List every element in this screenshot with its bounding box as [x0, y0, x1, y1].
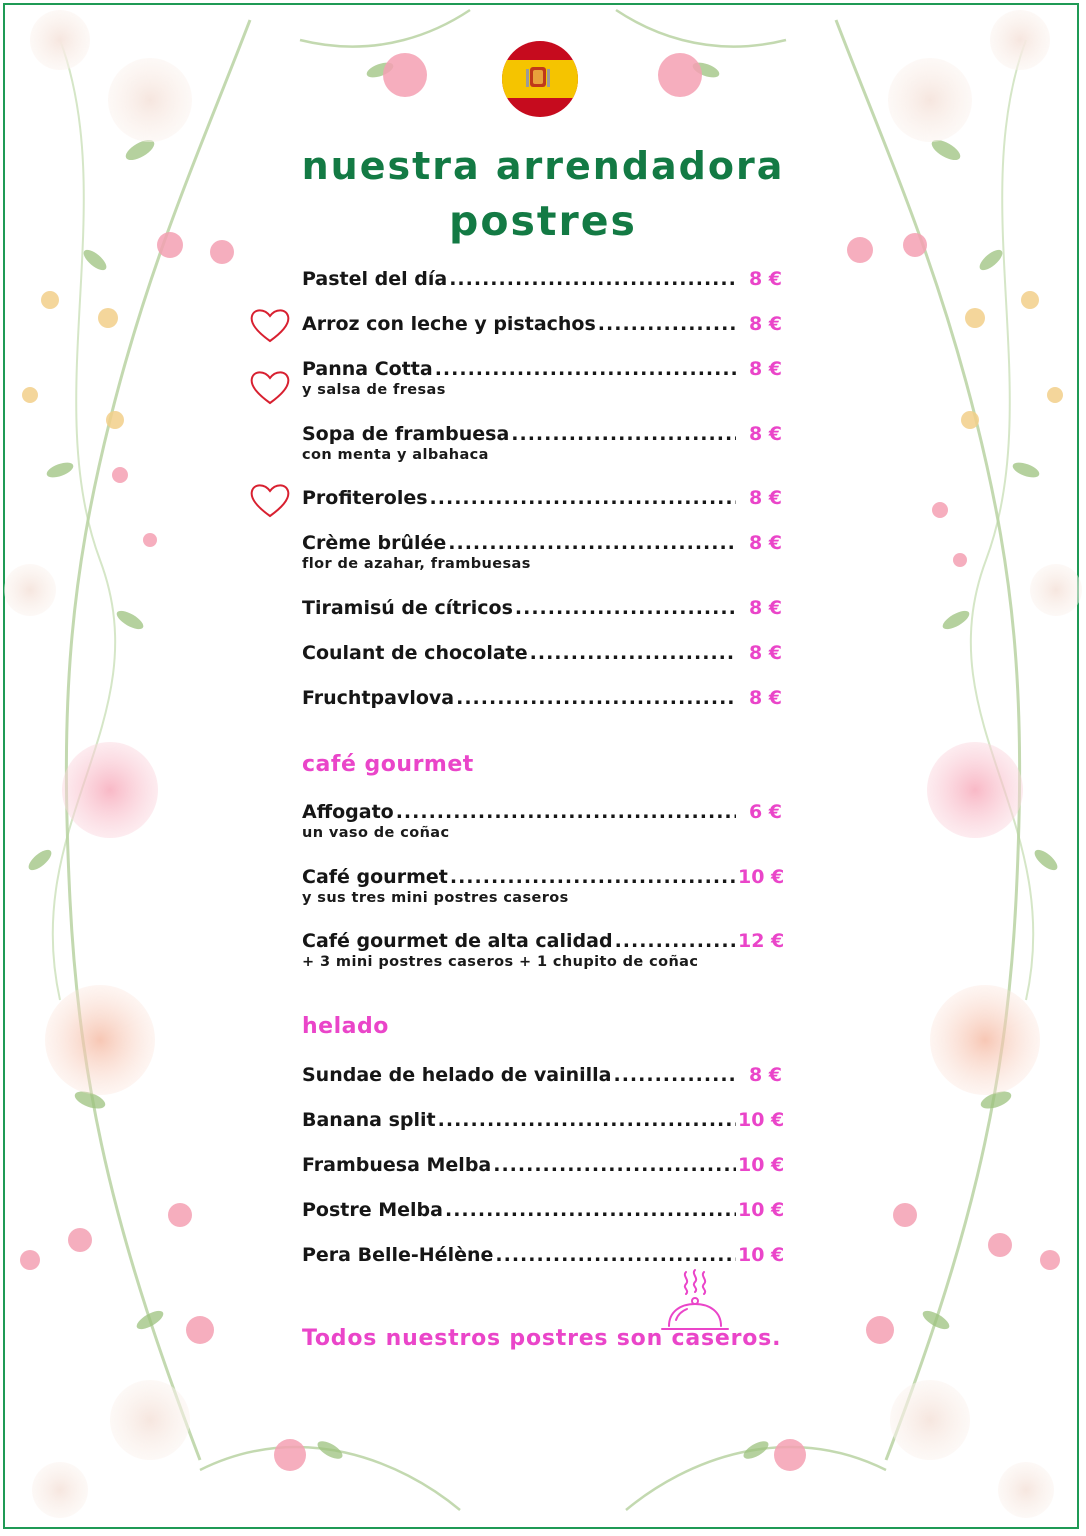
- item-price: 8 €: [748, 268, 782, 290]
- item-name: Fruchtpavlova: [302, 687, 455, 709]
- menu-item-affogato: [302, 801, 782, 841]
- menu-item-sopa-de-frambuesa: [302, 423, 782, 463]
- item-name: Café gourmet: [302, 866, 448, 888]
- item-name: Café gourmet de alta calidad: [302, 930, 613, 952]
- dot-leader: [449, 268, 736, 290]
- dot-leader: [493, 1154, 736, 1176]
- section-heading-cafe: café gourmet: [302, 752, 474, 777]
- dot-leader: [435, 358, 736, 380]
- item-name: Banana split: [302, 1109, 436, 1131]
- item-price: 8 €: [748, 358, 782, 380]
- item-price: 8 €: [748, 423, 782, 445]
- dot-leader: [515, 597, 736, 619]
- item-name: Postre Melba: [302, 1199, 443, 1221]
- item-note: con menta y albahaca: [302, 447, 489, 463]
- item-name: Tiramisú de cítricos: [302, 597, 513, 619]
- menu-item-profiteroles: [302, 487, 782, 511]
- page-title: nuestra arrendadora: [301, 144, 785, 188]
- dot-leader: [438, 1109, 736, 1131]
- menu-item-panna-cotta: [302, 358, 782, 398]
- dot-leader: [430, 487, 736, 509]
- item-name: Pera Belle-Hélène: [302, 1244, 494, 1266]
- spain-flag-icon: [502, 41, 578, 117]
- item-name: Arroz con leche y pistachos: [302, 313, 596, 335]
- menu-item-arroz-con-leche: [302, 313, 782, 337]
- item-price: 10 €: [738, 1154, 785, 1176]
- dot-leader: [450, 866, 736, 888]
- dot-leader: [511, 423, 736, 445]
- dot-leader: [456, 687, 736, 709]
- item-name: Sundae de helado de vainilla: [302, 1064, 612, 1086]
- dot-leader: [445, 1199, 736, 1221]
- item-name: Frambuesa Melba: [302, 1154, 492, 1176]
- menu-item-cafe-gourmet: [302, 866, 785, 906]
- item-price: 8 €: [748, 532, 782, 554]
- item-note: + 3 mini postres caseros + 1 chupito de coñac: [302, 954, 699, 970]
- menu-item-pera-belle-helene: [302, 1244, 785, 1268]
- item-note: un vaso de coñac: [302, 825, 450, 841]
- item-note: y sus tres mini postres caseros: [302, 890, 569, 906]
- menu-item-postre-melba: [302, 1199, 785, 1223]
- item-price: 8 €: [748, 642, 782, 664]
- item-price: 8 €: [748, 687, 782, 709]
- item-price: 8 €: [748, 1064, 782, 1086]
- heart-outline-icon: [248, 367, 292, 407]
- menu-item-banana-split: [302, 1109, 785, 1133]
- menu-item-sundae: [302, 1064, 782, 1088]
- menu-item-frambuesa-melba: [302, 1154, 785, 1178]
- menu-item-fruchtpavlova: [302, 687, 782, 711]
- item-price: 6 €: [748, 801, 782, 823]
- item-price: 8 €: [748, 487, 782, 509]
- dot-leader: [530, 642, 736, 664]
- heart-outline-icon: [248, 480, 292, 520]
- menu-item-cafe-gourmet-alta-calidad: [302, 930, 785, 970]
- footer-note: Todos nuestros postres son caseros.: [302, 1326, 782, 1351]
- item-name: Pastel del día: [302, 268, 448, 290]
- item-name: Coulant de chocolate: [302, 642, 528, 664]
- section-heading-helado: helado: [302, 1014, 389, 1039]
- dot-leader: [613, 1064, 736, 1086]
- item-name: Sopa de frambuesa: [302, 423, 510, 445]
- dot-leader: [396, 801, 736, 823]
- menu-item-coulant: [302, 642, 782, 666]
- menu-item-creme-brulee: [302, 532, 782, 572]
- item-price: 8 €: [748, 597, 782, 619]
- item-name: Crème brûlée: [302, 532, 447, 554]
- item-price: 8 €: [748, 313, 782, 335]
- item-note: y salsa de fresas: [302, 382, 446, 398]
- item-name: Profiteroles: [302, 487, 428, 509]
- heart-outline-icon: [248, 305, 292, 345]
- item-price: 10 €: [738, 1244, 785, 1266]
- item-price: 10 €: [738, 866, 785, 888]
- dot-leader: [598, 313, 736, 335]
- item-name: Affogato: [302, 801, 394, 823]
- item-price: 10 €: [738, 1199, 785, 1221]
- item-price: 10 €: [738, 1109, 785, 1131]
- dot-leader: [615, 930, 736, 952]
- item-note: flor de azahar, frambuesas: [302, 556, 531, 572]
- menu-item-tiramisu: [302, 597, 782, 621]
- item-price: 12 €: [738, 930, 785, 952]
- menu-item-pastel-del-dia: [302, 268, 782, 292]
- item-name: Panna Cotta: [302, 358, 433, 380]
- page-subtitle: postres: [449, 197, 637, 245]
- dot-leader: [495, 1244, 736, 1266]
- dot-leader: [448, 532, 736, 554]
